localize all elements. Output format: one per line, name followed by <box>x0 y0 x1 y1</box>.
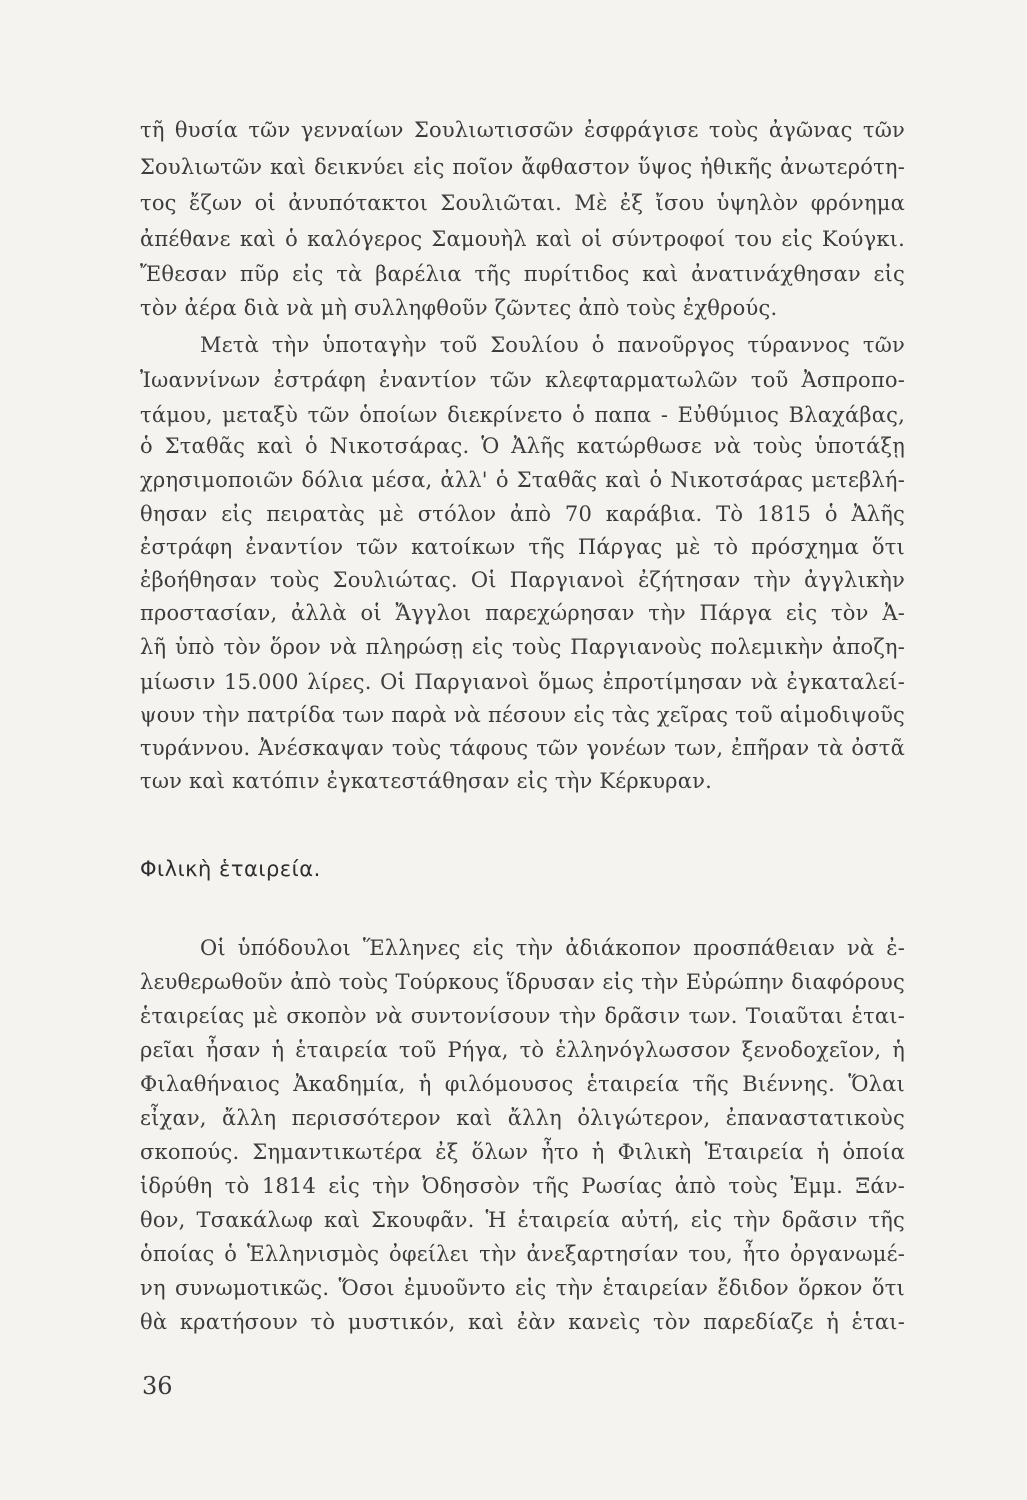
text-line: χρησιμοποιῶν δόλια μέσα, ἀλλ' ὁ Σταθᾶς καὶ ὁ Νικοτσάρας μετεβλή- <box>140 468 905 492</box>
text-line: λῆ ὑπὸ τὸν ὅρον νὰ πληρώσῃ εἰς τοὺς Παργιανοὺς πολεμικὴν ἀποζη- <box>140 635 905 659</box>
text-line: των καὶ κατόπιν ἐγκατεστάθησαν εἰς τὴν Κέρκυραν. <box>140 769 712 793</box>
page-number: 36 <box>142 1372 173 1400</box>
text-line: Ἰωαννίνων ἐστράφη ἐναντίον τῶν κλεφταρματωλῶν τοῦ Ἀσπροπο- <box>140 368 905 392</box>
text-line: ὁποίας ὁ Ἑλληνισμὸς ὀφείλει τὴν ἀνεξαρτησίαν του, ἦτο ὀργανωμέ- <box>140 1242 905 1266</box>
text-line: θον, Τσακάλωφ καὶ Σκουφᾶν. Ἡ ἑταιρεία αὐτή, εἰς τὴν δρᾶσιν τῆς <box>140 1208 905 1232</box>
text-line: ρεῖαι ἦσαν ἡ ἑταιρεία τοῦ Ρήγα, τὸ ἑλληνόγλωσσον ξενοδοχεῖον, ἡ <box>140 1038 905 1062</box>
text-line: προστασίαν, ἀλλὰ οἱ Ἄγγλοι παρεχώρησαν τὴν Πάργα εἰς τὸν Ἀ- <box>140 601 905 625</box>
text-line: λευθερωθοῦν ἀπὸ τοὺς Τούρκους ἵδρυσαν εἰς τὴν Εὐρώπην διαφόρους <box>140 970 905 994</box>
text-line: μίωσιν 15.000 λίρες. Οἱ Παργιανοὶ ὅμως ἐπροτίμησαν νὰ ἐγκαταλεί- <box>140 670 905 694</box>
text-line: ἑταιρείας μὲ σκοπὸν νὰ συντονίσουν τὴν δρᾶσιν των. Τοιαῦται ἑται- <box>140 1004 905 1028</box>
text-line: νη συνωμοτικῶς. Ὅσοι ἐμυοῦντο εἰς τὴν ἑταιρείαν ἔδιδον ὅρκον ὅτι <box>140 1276 905 1300</box>
text-line: ἀπέθανε καὶ ὁ καλόγερος Σαμουὴλ καὶ οἱ σύντροφοί του εἰς Κούγκι. <box>140 227 905 251</box>
text-line: ὁ Σταθᾶς καὶ ὁ Νικοτσάρας. Ὁ Ἀλῆς κατώρθωσε νὰ τοὺς ὑποτάξῃ <box>140 434 905 458</box>
text-line: τῆ θυσία τῶν γενναίων Σουλιωτισσῶν ἐσφράγισε τοὺς ἀγῶνας τῶν <box>140 118 905 142</box>
text-line: τυράννου. Ἀνέσκαψαν τοὺς τάφους τῶν γονέων των, ἐπῆραν τὰ ὀστᾶ <box>140 736 905 760</box>
text-line: τὸν ἀέρα διὰ νὰ μὴ συλληφθοῦν ζῶντες ἀπὸ τοὺς ἐχθρούς. <box>140 296 778 320</box>
text-line: θησαν εἰς πειρατὰς μὲ στόλον ἀπὸ 70 καράβια. Τὸ 1815 ὁ Ἀλῆς <box>140 502 905 526</box>
section-heading: Φιλικὴ ἑταιρεία. <box>140 857 321 881</box>
text-line: Σουλιωτῶν καὶ δεικνύει εἰς ποῖον ἄφθαστον ὕψος ἠθικῆς ἀνωτερότη- <box>140 155 905 179</box>
text-line: εἶχαν, ἄλλη περισσότερον καὶ ἄλλη ὀλιγώτερον, ἐπαναστατικοὺς <box>140 1106 905 1130</box>
text-line: Ἔθεσαν πῦρ εἰς τὰ βαρέλια τῆς πυρίτιδος καὶ ἀνατινάχθησαν εἰς <box>140 262 905 286</box>
text-line: ψουν τὴν πατρίδα των παρὰ νὰ πέσουν εἰς τὰς χεῖρας τοῦ αἱμοδιψοῦς <box>140 703 905 727</box>
text-line: ἐβοήθησαν τοὺς Σουλιώτας. Οἱ Παργιανοὶ ἐζήτησαν τὴν ἀγγλικὴν <box>140 568 905 592</box>
text-line: σκοπούς. Σημαντικωτέρα ἐξ ὅλων ἦτο ἡ Φιλικὴ Ἑταιρεία ἡ ὁποία <box>140 1140 905 1164</box>
text-line: θὰ κρατήσουν τὸ μυστικόν, καὶ ἐὰν κανεὶς τὸν παρεδίαζε ἡ ἑται- <box>140 1310 905 1334</box>
text-line: Φιλαθήναιος Ἀκαδημία, ἡ φιλόμουσος ἑταιρεία τῆς Βιέννης. Ὅλαι <box>140 1072 905 1096</box>
text-line: ἐστράφη ἐναντίον τῶν κατοίκων τῆς Πάργας μὲ τὸ πρόσχημα ὅτι <box>140 535 905 559</box>
text-line: τάμου, μεταξὺ τῶν ὁποίων διεκρίνετο ὁ παπα - Εὐθύμιος Βλαχάβας, <box>140 403 905 427</box>
text-line: τος ἔζων οἱ ἀνυπότακτοι Σουλιῶται. Μὲ ἐξ ἴσου ὑψηλὸν φρόνημα <box>140 191 905 215</box>
text-line: ἱδρύθη τὸ 1814 εἰς τὴν Ὀδησσὸν τῆς Ρωσίας ἀπὸ τοὺς Ἐμμ. Ξάν- <box>140 1174 905 1198</box>
text-line: Οἱ ὑπόδουλοι Ἕλληνες εἰς τὴν ἀδιάκοπον προσπάθειαν νὰ ἐ- <box>200 936 905 960</box>
text-line: Μετὰ τὴν ὑποταγὴν τοῦ Σουλίου ὁ πανοῦργος τύραννος τῶν <box>200 333 905 357</box>
